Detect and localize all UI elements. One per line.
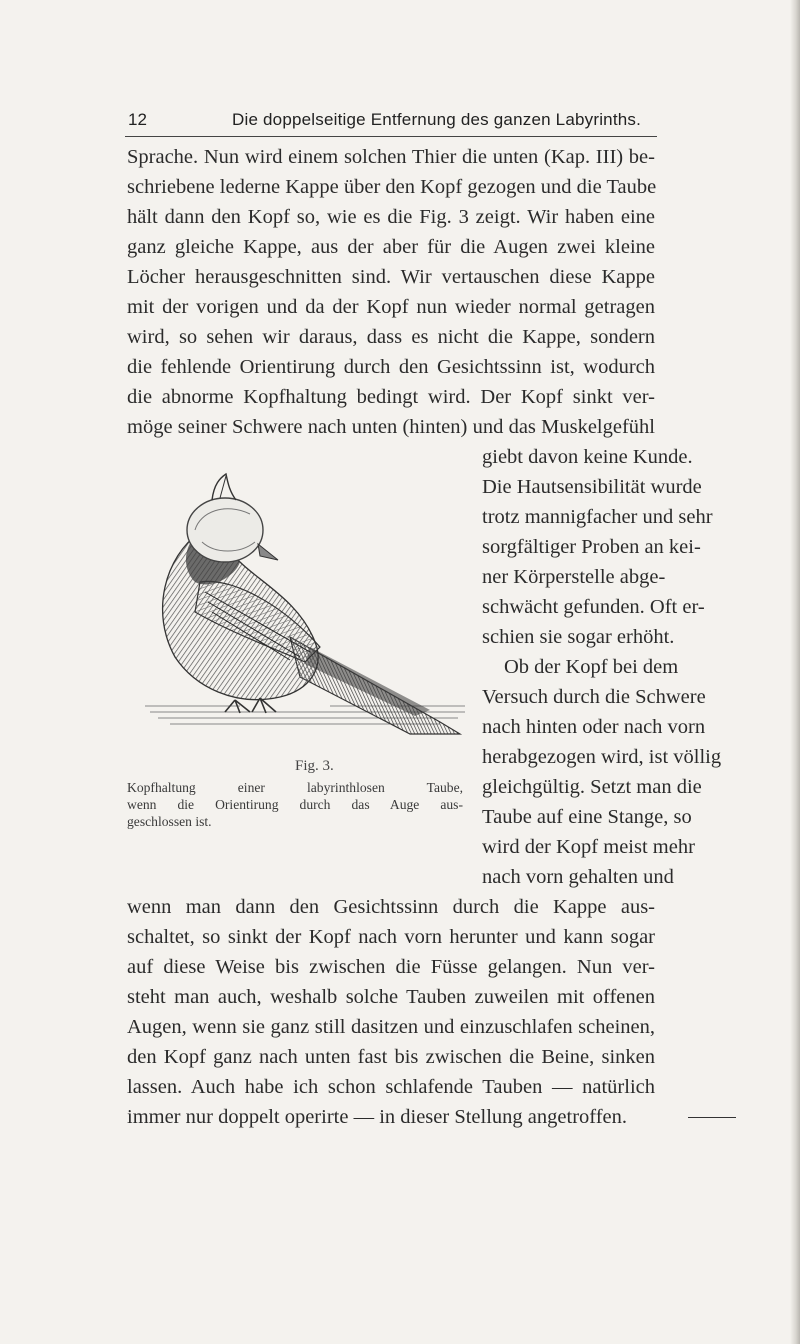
side-line: Ob der Kopf bei dem [504,656,679,678]
body-line: Augen, wenn sie ganz still dasitzen und einzuschlafen scheinen, [127,1016,655,1038]
body-line: möge seiner Schwere nach unten (hinten) und das Muskelgefühl [127,416,655,438]
body-line: Löcher herausgeschnitten sind. Wir vertauschen diese Kappe [127,266,655,288]
body-line: wenn man dann den Gesichtssinn durch die Kappe aus- [127,896,655,918]
body-line: wird, so sehen wir daraus, dass es nicht die Kappe, sondern [127,326,655,348]
side-line: giebt davon keine Kunde. [482,446,693,468]
body-line: die abnorme Kopfhaltung bedingt wird. Der Kopf sinkt ver- [127,386,655,408]
end-rule [688,1117,736,1118]
figure-label: Fig. 3. [295,758,334,774]
body-line: die fehlende Orientirung durch den Gesichtssinn ist, wodurch [127,356,655,378]
body-line: ganz gleiche Kappe, aus der aber für die Augen zwei kleine [127,236,655,258]
side-line: gleichgültig. Setzt man die [482,776,702,798]
figure-caption-line: wenn die Orientirung durch das Auge aus- [127,797,463,812]
body-line: mit der vorigen und da der Kopf nun wieder normal getragen [127,296,655,318]
side-line: nach hinten oder nach vorn [482,716,706,738]
body-line: schaltet, so sinkt der Kopf nach vorn herunter und kann sogar [127,926,655,948]
side-line: wird der Kopf meist mehr [482,836,695,858]
body-line: schriebene lederne Kappe über den Kopf gezogen und die Taube [127,176,657,198]
figure-caption-line: Kopfhaltung einer labyrinthlosen Taube, [127,780,463,795]
body-line: auf diese Weise bis zwischen die Füsse gelangen. Nun ver- [127,956,655,978]
side-line: nach vorn gehalten und [482,866,674,888]
running-head [125,110,655,134]
page-edge-shadow [790,0,800,1344]
figure-caption-line: geschlossen ist. [127,814,212,829]
header-rule [125,136,657,137]
page-number: 12 [128,110,147,129]
side-line: trotz mannigfacher und sehr [482,506,713,528]
side-line: sorgfältiger Proben an kei- [482,536,701,558]
side-line: Taube auf eine Stange, so [482,806,692,828]
body-line: lassen. Auch habe ich schon schlafende Tauben — natürlich [127,1076,655,1098]
side-line: schien sie sogar erhöht. [482,626,675,648]
side-line: Versuch durch die Schwere [482,686,706,708]
body-line: immer nur doppelt operirte — in dieser Stellung angetroffen. [127,1106,628,1128]
side-line: ner Körperstelle abge- [482,566,666,588]
body-line: Sprache. Nun wird einem solchen Thier die unten (Kap. III) be- [127,146,655,168]
running-title: Die doppelseitige Entfernung des ganzen Labyrinths. [232,110,642,129]
side-line: Die Hautsensibilität wurde [482,476,702,498]
body-line: hält dann den Kopf so, wie es die Fig. 3 zeigt. Wir haben eine [127,206,655,228]
body-line: den Kopf ganz nach unten fast bis zwischen die Beine, sinken [127,1046,655,1068]
body-line: steht man auch, weshalb solche Tauben zuweilen mit offenen [127,986,655,1008]
side-line: herabgezogen wird, ist völlig [482,746,722,768]
pigeon-illustration [140,472,470,742]
side-line: schwächt gefunden. Oft er- [482,596,705,618]
